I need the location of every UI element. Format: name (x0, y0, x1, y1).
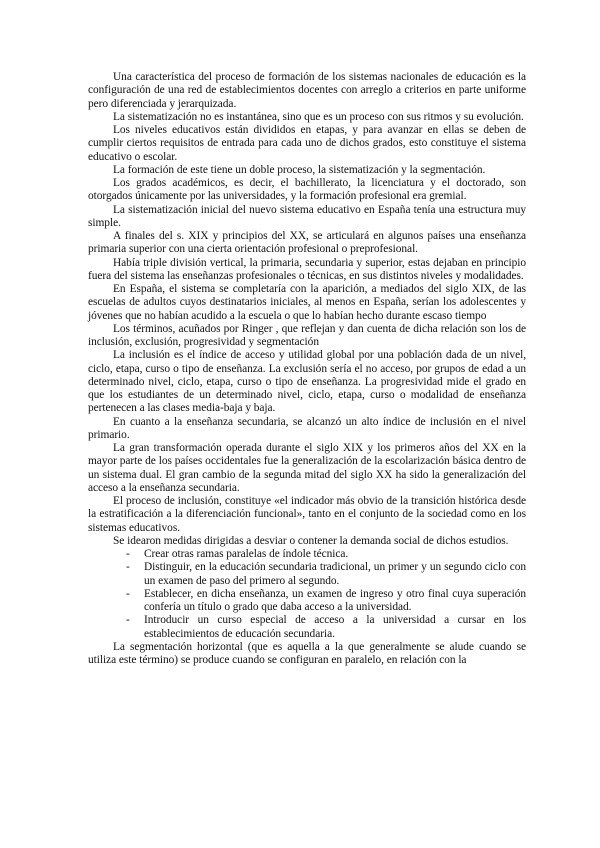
paragraph: La sistematización no es instantánea, sino que es un proceso con sus ritmos y su evolución. (113, 110, 524, 123)
list-dash: - (126, 561, 130, 574)
list-item-text: Crear otras ramas paralelas de índole técnica. (144, 548, 349, 560)
list-dash: - (126, 548, 130, 560)
list-dash: - (126, 587, 130, 600)
list-item-text: Establecer, en dicha enseñanza, un examen de ingreso y otro final cuya superación confería un título o grado que daba acceso a la universidad. (144, 587, 526, 613)
paragraph: En España, el sistema se completaría con la aparición, a mediados del siglo XIX, de las escuelas de adultos cuyos destinatarios iniciales, al menos en España, serían los adolescentes y jóvenes que no habían acudido a la escuela o que lo habían hecho durante escaso tiempo (88, 283, 526, 322)
list-item (88, 588, 526, 615)
list-item (88, 614, 526, 641)
measures-list (88, 548, 526, 641)
paragraph: Una característica del proceso de formación de los sistemas nacionales de educación es la configuración de una red de establecimientos docentes con arreglo a criterios en parte uniforme pero diferenciada y jerarquizada. (88, 71, 526, 110)
list-item-text: Distinguir, en la educación secundaria tradicional, un primer y un segundo ciclo con un examen de paso del primero al segundo. (144, 561, 526, 587)
list-item (88, 561, 526, 588)
list-item-text: Introducir un curso especial de acceso a la universidad a cursar en los establecimientos de educación secundaria. (144, 614, 526, 640)
paragraph: La sistematización inicial del nuevo sistema educativo en España tenía una estructura muy simple. (88, 203, 526, 229)
paragraph: Se idearon medidas dirigidas a desviar o contener la demanda social de dichos estudios. (113, 534, 509, 547)
paragraph: Los niveles educativos están divididos en etapas, y para avanzar en ellas se deben de cumplir ciertos requisitos de entrada para cada uno de dichos grados, esto constituye el sistema educativo o escolar. (88, 124, 526, 163)
paragraph: El proceso de inclusión, constituye «el indicador más obvio de la transición histórica desde la estratificación a la diferenciación funcional», tanto en el conjunto de la sociedad como en los sistemas educativos. (88, 495, 526, 534)
paragraph: A finales del s. XIX y principios del XX, se articulará en algunos países una enseñanza primaria superior con una cierta orientación profesional o preprofesional. (88, 230, 526, 256)
paragraph: En cuanto a la enseñanza secundaria, se alcanzó un alto índice de inclusión en el nivel primario. (88, 415, 526, 441)
paragraph: Los grados académicos, es decir, el bachillerato, la licenciatura y el doctorado, son otorgados únicamente por las universidades, y la formación profesional era gremial. (88, 177, 526, 203)
list-item (88, 548, 526, 561)
paragraph: Los términos, acuñados por Ringer , que reflejan y dan cuenta de dicha relación son los de inclusión, exclusión, progresividad y segmentación (88, 322, 526, 348)
paragraph: Había triple división vertical, la primaria, secundaria y superior, estas dejaban en principio fuera del sistema las enseñanzas profesionales o técnicas, en sus distintos niveles y modalidades. (88, 256, 526, 282)
list-dash: - (126, 614, 130, 627)
paragraph: La formación de este tiene un doble proceso, la sistematización y la segmentación. (113, 163, 486, 176)
paragraph: La inclusión es el índice de acceso y utilidad global por una población dada de un nivel, ciclo, etapa, curso o tipo de enseñanza. La exclusión sería el no acceso, por grupos de edad a un determinado nivel, ciclo, etapa, curso o tipo de enseñanza. La progresividad mide el grado en que los estudiantes de un determinado nivel, ciclo, etapa, curso o modalidad de enseñanza pertenecen a las clases media-baja y baja. (88, 349, 526, 415)
paragraph: La gran transformación operada durante el siglo XIX y los primeros años del XX en la mayor parte de los países occidentales fue la generalización de la escolarización básica dentro de un sistema dual. El gran cambio de la segunda mitad del siglo XX ha sido la generalización del acceso a la enseñanza secundaria. (88, 442, 526, 494)
document-page (88, 71, 526, 667)
paragraph: La segmentación horizontal (que es aquella a la que generalmente se alude cuando se utiliza este término) se produce cuando se configuran en paralelo, en relación con la (88, 640, 526, 666)
